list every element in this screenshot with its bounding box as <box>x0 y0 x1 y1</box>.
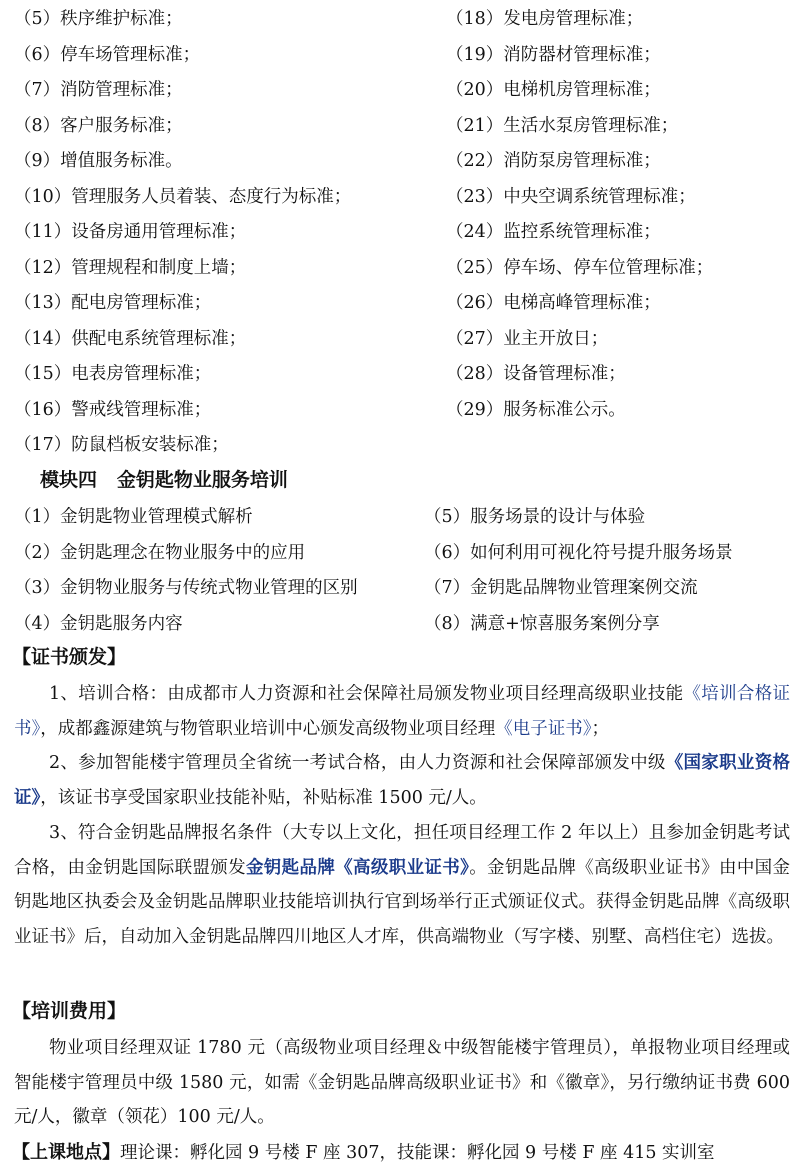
standard-item-right: （28）设备管理标准； <box>446 364 626 385</box>
standard-item-right: （25）停车场、停车位管理标准； <box>446 257 714 278</box>
standards-list <box>14 0 794 462</box>
standard-item-left: （6）停车场管理标准； <box>14 44 201 65</box>
standard-item-left: （7）消防管理标准； <box>14 80 183 101</box>
standard-item-left: （12）管理规程和制度上墙； <box>14 257 247 278</box>
standards-row <box>14 178 794 214</box>
module4-title: 模块四 金钥匙物业服务培训 <box>40 469 288 491</box>
standard-item-left: （14）供配电系统管理标准； <box>14 328 247 349</box>
module4-item-left: （4）金钥匙服务内容 <box>14 613 183 634</box>
standard-item-right: （22）消防泵房管理标准； <box>446 151 661 172</box>
standard-item-right: （29）服务标准公示。 <box>446 399 626 420</box>
standards-row <box>14 71 794 107</box>
standard-item-left: （8）客户服务标准； <box>14 115 183 136</box>
standard-item-left: （9）增值服务标准。 <box>14 151 183 172</box>
module4-item-left: （3）金钥物业服务与传统式物业管理的区别 <box>14 578 358 599</box>
certificate-paragraph-1: 1、培训合格：由成都市人力资源和社会保障社局颁发物业项目经理高级职业技能《培训合格证书》，成都鑫源建筑与物管职业培训中心颁发高级物业项目经理《电子证书》； <box>14 684 790 739</box>
standard-item-left: （5）秩序维护标准； <box>14 9 183 30</box>
standard-item-left: （10）管理服务人员着装、态度行为标准； <box>14 186 352 207</box>
module4-row <box>14 605 794 641</box>
standard-item-left: （16）警戒线管理标准； <box>14 399 212 420</box>
module4-list <box>14 498 794 640</box>
module4-row <box>14 569 794 605</box>
standard-item-left: （11）设备房通用管理标准； <box>14 222 247 243</box>
standard-item-left: （17）防鼠档板安装标准； <box>14 435 229 456</box>
fees-title: 【培训费用】 <box>12 1000 127 1022</box>
module4-item-right: （6）如何利用可视化符号提升服务场景 <box>424 542 733 563</box>
standard-item-right: （18）发电房管理标准； <box>446 9 644 30</box>
module4-item-left: （1）金钥匙物业管理模式解析 <box>14 507 253 528</box>
standard-item-right: （24）监控系统管理标准； <box>446 222 661 243</box>
module4-item-right: （5）服务场景的设计与体验 <box>424 507 646 528</box>
standards-row <box>14 107 794 143</box>
module4-row <box>14 534 794 570</box>
standards-row <box>14 355 794 391</box>
location-text: 理论课：孵化园 9 号楼 F 座 307，技能课：孵化园 9 号楼 F 座 415 实训室 <box>120 1143 715 1163</box>
module4-item-right: （8）满意+惊喜服务案例分享 <box>424 613 660 634</box>
standards-row <box>14 142 794 178</box>
location-label: 【上课地点】 <box>12 1142 120 1163</box>
standard-item-right: （26）电梯高峰管理标准； <box>446 293 661 314</box>
certificate-paragraph-2: 2、参加智能楼宇管理员全省统一考试合格，由人力资源和社会保障部颁发中级《国家职业资格证》，该证书享受国家职业技能补贴，补贴标准 1500 元/人。 <box>14 753 790 808</box>
standards-row <box>14 36 794 72</box>
standard-item-left: （13）配电房管理标准； <box>14 293 212 314</box>
module4-item-left: （2）金钥匙理念在物业服务中的应用 <box>14 542 306 563</box>
certificate-paragraph-3: 3、符合金钥匙品牌报名条件（大专以上文化，担任项目经理工作 2 年以上）且参加金钥匙考试合格，由金钥匙国际联盟颁发金钥匙品牌《高级职业证书》。金钥匙品牌《高级职业证书》由中国金钥匙地区执委会及金钥匙品牌职业技能培训执行官到场举行正式颁证仪式。获得金钥匙品牌《高级职业证书》后，自动加入金钥匙品牌四川地区人才库，供高端物业（写字楼、别墅、高档住宅）选拔。 <box>14 823 791 947</box>
module4-row <box>14 498 794 534</box>
standard-item-left: （15）电表房管理标准； <box>14 364 212 385</box>
standard-item-right: （21）生活水泵房管理标准； <box>446 115 679 136</box>
standards-row <box>14 284 794 320</box>
standard-item-right: （20）电梯机房管理标准； <box>446 80 661 101</box>
standards-row <box>14 320 794 356</box>
standards-row <box>14 391 794 427</box>
standards-row <box>14 213 794 249</box>
standard-item-right: （23）中央空调系统管理标准； <box>446 186 696 207</box>
standard-item-right: （19）消防器材管理标准； <box>446 44 661 65</box>
module4-item-right: （7）金钥匙品牌物业管理案例交流 <box>424 578 698 599</box>
standard-item-right: （27）业主开放日； <box>446 328 609 349</box>
standards-row <box>14 0 794 36</box>
standards-row <box>14 249 794 285</box>
certificate-title: 【证书颁发】 <box>12 646 127 668</box>
fees-paragraph: 物业项目经理双证 1780 元（高级物业项目经理＆中级智能楼宇管理员），单报物业项目经理或智能楼宇管理员中级 1580 元，如需《金钥匙品牌高级职业证书》和《徽章》，另行缴纳证书费 600 元/人，徽章（领花）100 元/人。 <box>14 1038 790 1127</box>
standards-row <box>14 426 794 462</box>
location-line <box>12 1138 715 1164</box>
